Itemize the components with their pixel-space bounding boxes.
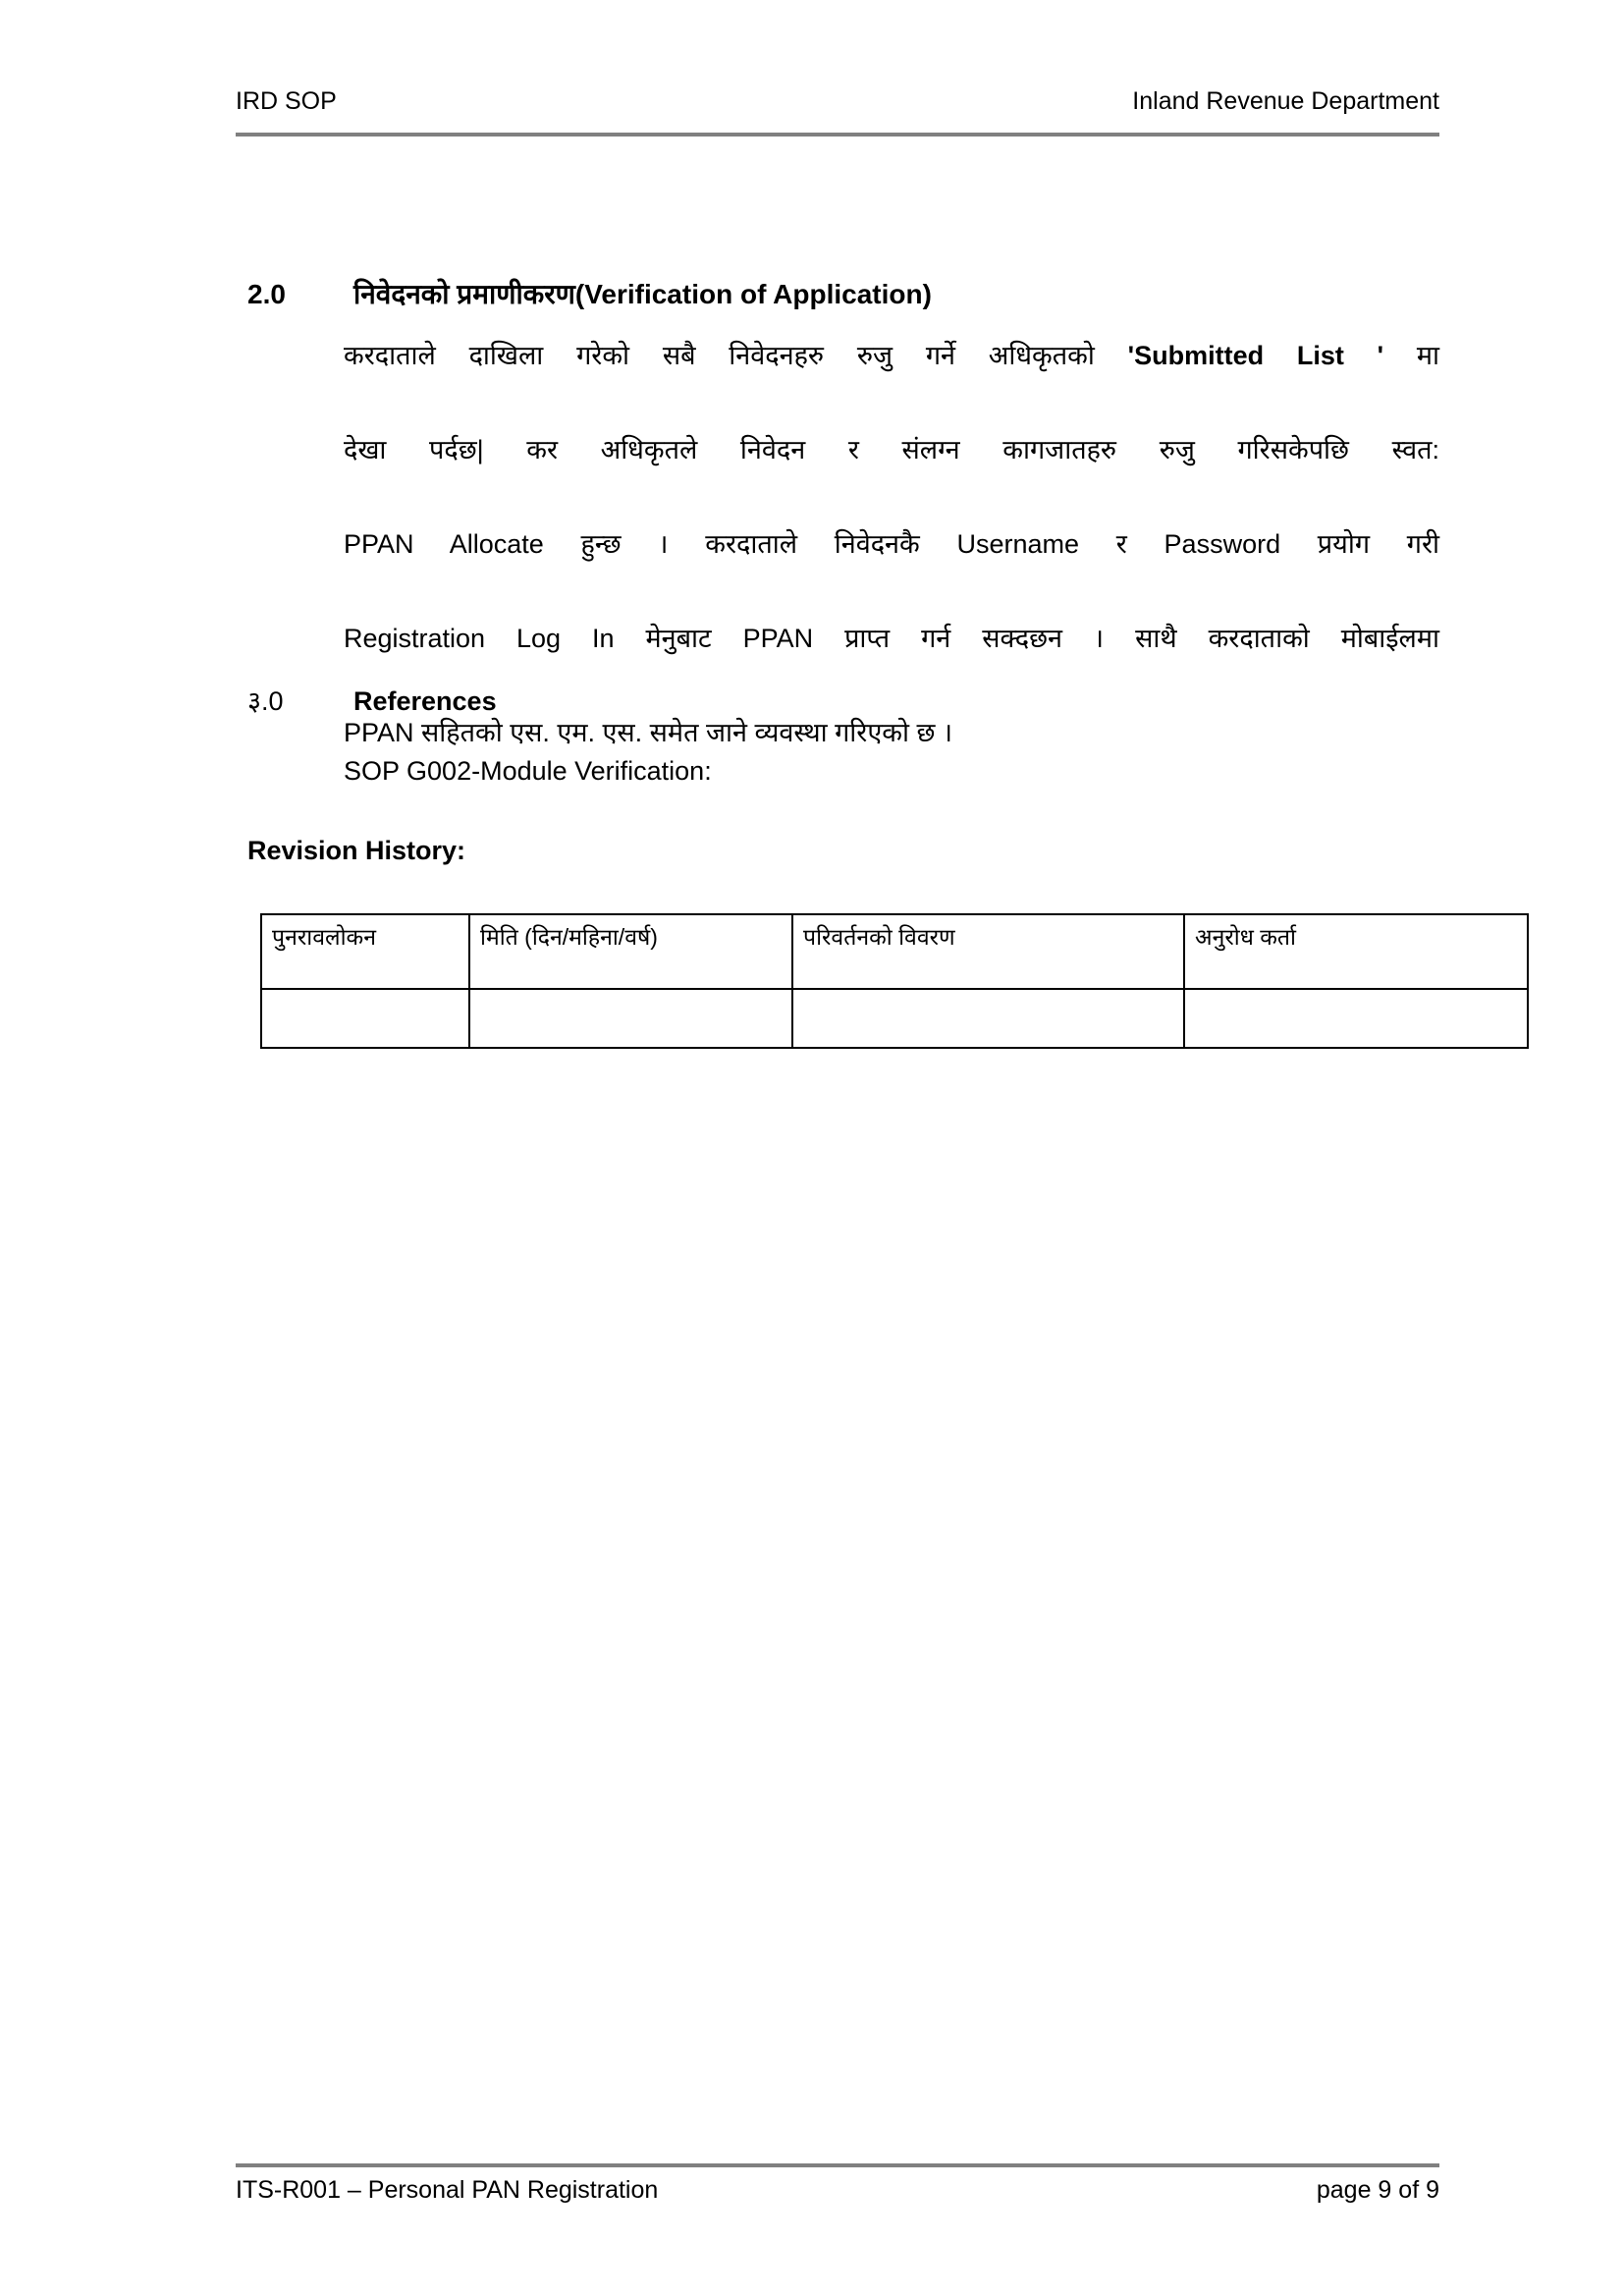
column-header-change-description: परिवर्तनको विवरण <box>792 914 1184 989</box>
section-heading-references <box>247 685 1445 719</box>
references-section-title: References <box>353 686 497 716</box>
header-right-text: Inland Revenue Department <box>1132 87 1439 115</box>
table-cell-requested-by <box>1184 989 1528 1048</box>
paragraph-line-1-text-a: करदाताले दाखिला गरेको सबै निवेदनहरु रुजु गर्ने अधिकृतको <box>344 341 1128 370</box>
paragraph-line-3: PPAN Allocate हुन्छ । करदाताले निवेदनकै Username र Password प्रयोग गरी <box>344 529 1439 559</box>
paragraph-line-2: देखा पर्दछ| कर अधिकृतले निवेदन र संलग्न कागजातहरु रुजु गरिसकेपछि स्वत: <box>344 435 1439 465</box>
header-left-text: IRD SOP <box>236 87 337 115</box>
table-cell-change-description <box>792 989 1184 1048</box>
paragraph-line-1-text-b: मा <box>1383 341 1440 370</box>
table-header-row <box>261 914 1528 989</box>
revision-history-table <box>260 913 1529 1049</box>
table-cell-date <box>469 989 792 1048</box>
paragraph-line-1 <box>344 332 1439 426</box>
column-header-date: मिति (दिन/महिना/वर्ष) <box>469 914 792 989</box>
section-number: 2.0 <box>247 279 286 309</box>
page-footer <box>236 2175 1439 2205</box>
table-cell-review <box>261 989 469 1048</box>
table-row <box>261 989 1528 1048</box>
section-heading-verification <box>247 277 1445 311</box>
footer-page-number: page 9 of 9 <box>1316 2176 1439 2204</box>
submitted-list-term: 'Submitted List ' <box>1127 341 1384 370</box>
footer-left-text: ITS-R001 – Personal PAN Registration <box>236 2176 659 2204</box>
references-body-text: SOP G002-Module Verification: <box>344 756 712 786</box>
paragraph-line-5: PPAN सहितको एस. एम. एस. समेत जाने व्यवस्था गरिएको छ । <box>344 718 953 747</box>
column-header-requested-by: अनुरोध कर्ता <box>1184 914 1528 989</box>
section-title: निवेदनको प्रमाणीकरण(Verification of Application) <box>353 279 932 309</box>
references-section-number: ३.0 <box>247 686 284 716</box>
revision-history-title: Revision History: <box>247 836 466 865</box>
paragraph-line-4: Registration Log In मेनुबाट PPAN प्राप्त गर्न सक्दछन । साथै करदाताको मोबाईलमा <box>344 624 1439 653</box>
footer-divider-rule <box>236 2163 1439 2167</box>
header-divider-rule <box>236 133 1439 137</box>
column-header-review: पुनरावलोकन <box>261 914 469 989</box>
page-header <box>236 86 1439 116</box>
